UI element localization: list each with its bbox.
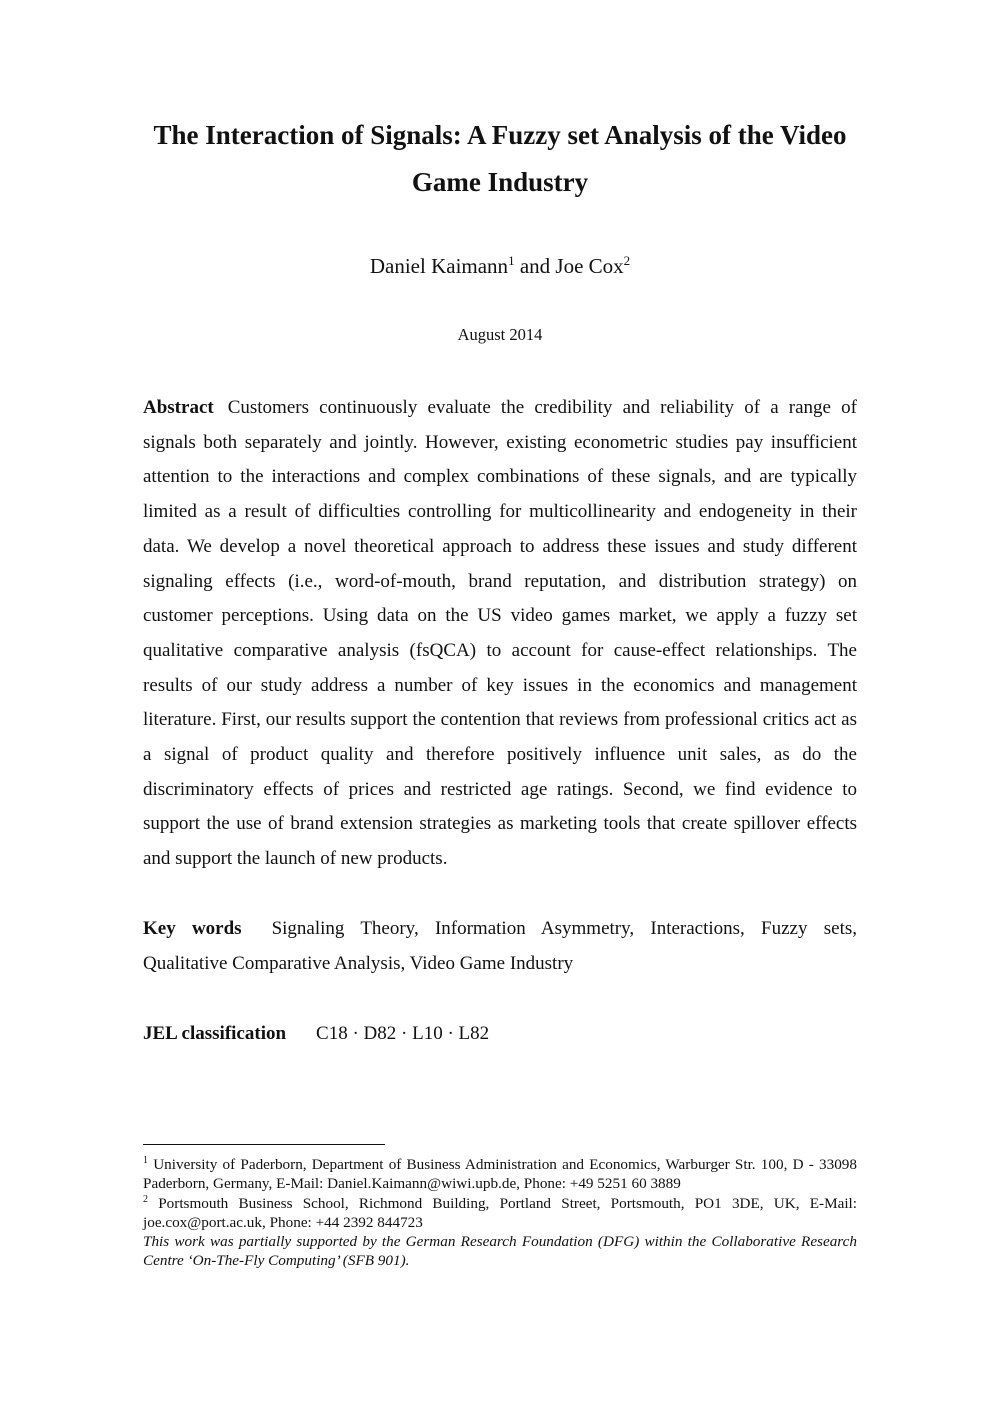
footnote-mark: 2 [143, 1193, 148, 1205]
acknowledgement: This work was partially supported by the German Research Foundation (DFG) within the Collaborative Research Centre ‘On-The-Fly Computing’ (SFB 901). [143, 1233, 857, 1270]
jel-label: JEL classification [143, 1023, 287, 1044]
author-line [0, 251, 1000, 281]
footnotes [143, 1155, 857, 1271]
footnote-2 [143, 1194, 857, 1233]
jel-codes: C18 · D82 · L10 · L82 [316, 1023, 490, 1044]
footnote-text: Portsmouth Business School, Richmond Building, Portland Street, Portsmouth, PO1 3DE, UK, E-Mail: joe.cox@port.ac.uk, Phone: +44 2392 844723 [143, 1194, 857, 1231]
abstract-label: Abstract [143, 397, 214, 418]
footnote-text: University of Paderborn, Department of Business Administration and Economics, Warburger Str. 100, D - 33098 Paderborn, Germany, E-Mail: Daniel.Kaimann@wiwi.upb.de, Phone: +49 5251 60 3889 [143, 1156, 857, 1193]
abstract [143, 391, 857, 877]
keywords [143, 912, 857, 981]
jel-classification [143, 1017, 857, 1052]
author-conjunction: and [514, 254, 556, 278]
footnote-1 [143, 1155, 857, 1194]
footnote-mark: 2 [623, 253, 631, 268]
footnote-divider [143, 1144, 385, 1145]
publication-date: August 2014 [457, 325, 543, 344]
author-name: Joe Cox [555, 254, 624, 278]
paper-title: The Interaction of Signals: A Fuzzy set Analysis of the Video Game Industry [153, 120, 847, 197]
keywords-text: Signaling Theory, Information Asymmetry, Interactions, Fuzzy sets, Qualitative Comparative Analysis, Video Game Industry [143, 918, 857, 974]
footnote-mark: 1 [508, 253, 515, 268]
author-name: Daniel Kaimann [369, 254, 509, 278]
abstract-text: Customers continuously evaluate the credibility and reliability of a range of signals both separately and jointly. However, existing econometric studies pay insufficient attention to the interactions and complex combinations of these signals, and are typically limited as a result of difficulties controlling for multicollinearity and endogeneity in their data. We develop a novel theoretical approach to address these issues and study different signaling effects (i.e., word-of-mouth, brand reputation, and distribution strategy) on customer perceptions. Using data on the US video games market, we apply a fuzzy set qualitative comparative analysis (fsQCA) to account for cause-effect relationships. The results of our study address a number of key issues in the economics and management literature. First, our results support the contention that reviews from professional critics act as a signal of product quality and therefore positively influence unit sales, as do the discriminatory effects of prices and restricted age ratings. Second, we find evidence to support the use of brand extension strategies as marketing tools that create spillover effects and support the launch of new products. [143, 397, 857, 870]
footnote-mark: 1 [143, 1154, 148, 1166]
keywords-label: Key words [143, 918, 242, 939]
